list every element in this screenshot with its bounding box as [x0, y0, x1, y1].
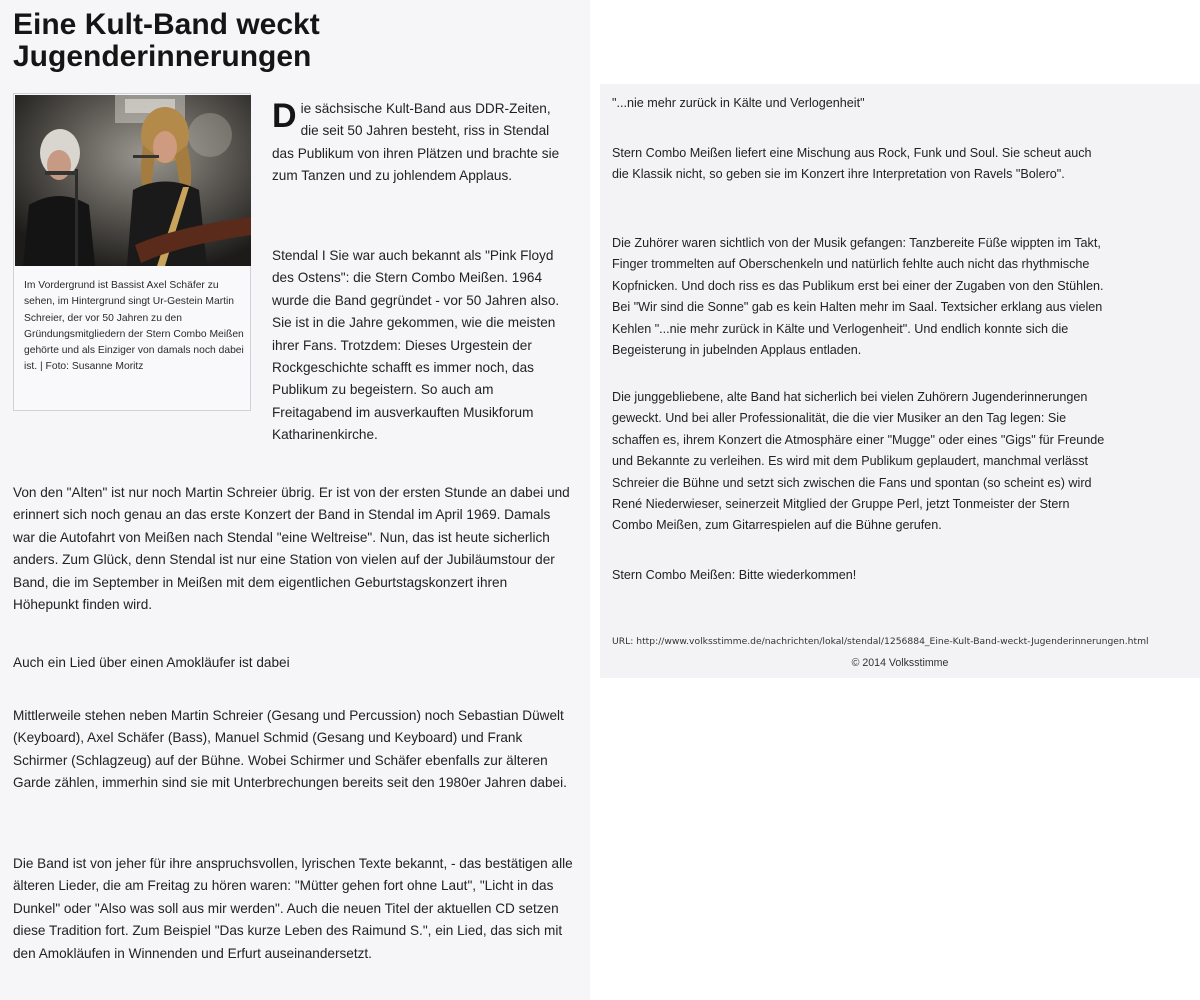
quote-heading: "...nie mehr zurück in Kälte und Verlogenheit": [612, 96, 865, 110]
photo-figure: [13, 93, 251, 411]
paragraph-lineup: Mittlerweile stehen neben Martin Schreier (Gesang und Percussion) noch Sebastian Düwelt (Keyboard), Axel Schäfer (Bass), Manuel Schmid (Gesang und Keyboard) und Frank Schirmer (Schlagzeug) auf der Bühne. Wobei Schirmer und Schäfer ebenfalls zur älteren Garde zählen, immerhin sind sie mit Unterbrechungen bereits seit den 1980er Jahren dabei.: [13, 708, 567, 791]
article-page-left: [0, 0, 590, 1000]
paragraph-memories: Die junggebliebene, alte Band hat sicherlich bei vielen Zuhörern Jugenderinnerungen geweckt. Und bei aller Professionalität, die die vier Musiker an den Tag legen: Sie schaffen es, ihrem Konzert die Atmosphäre einer "Mugge" oder eines "Gigs" für Freunde und Bekannte zu verleihen. Es wird mit dem Publikum geplaudert, manchmal verlässt Schreier die Bühne und setzt sich zwischen die Fans und spontan (so scheint es) wird René Niederwieser, seinerzeit Mitglied der Gruppe Perl, jetzt Tonmeister der Stern Combo Meißen, zum Gitarrespielen auf die Bühne gerufen.: [612, 390, 1105, 533]
subheading: Auch ein Lied über einen Amokläufer ist dabei: [13, 655, 290, 670]
paragraph-audience: Die Zuhörer waren sichtlich von der Musik gefangen: Tanzbereite Füße wippten im Takt, Finger trommelten auf Oberschenkeln und natürlich fehlte auch nicht das rhythmische Kopfnicken. Und doch riss es das Publikum erst bei einer der Zugaben von den Stühlen. Bei "Wir sind die Sonne" gab es kein Halten mehr im Saal. Textsicher erklang aus vielen Kehlen "...nie mehr zurück in Kälte und Verlogenheit". Und endlich konnte sich die Begeisterung in jubelnden Applaus entladen.: [612, 236, 1104, 358]
closing-line: Stern Combo Meißen: Bitte wiederkommen!: [612, 568, 857, 582]
source-url: URL: http://www.volksstimme.de/nachrichten/lokal/stendal/1256884_Eine-Kult-Band-weckt-Jugenderinnerungen.html: [612, 636, 1149, 647]
photo-caption: Im Vordergrund ist Bassist Axel Schäfer zu sehen, im Hintergrund singt Ur-Gestein Martin Schreier, der vor 50 Jahren zu den Gründungsmitgliedern der Stern Combo Meißen gehörte und als Einziger von damals noch dabei ist. | Foto: Susanne Moritz: [24, 280, 244, 373]
copyright-notice: © 2014 Volksstimme: [851, 657, 949, 669]
article-headline: Eine Kult-Band weckt Jugenderinnerungen: [13, 8, 320, 73]
lede-text: ie sächsische Kult-Band aus DDR-Zeiten, die seit 50 Jahren besteht, riss in Stendal das Publikum von ihren Plätzen und brachte sie zum Tanzen und zu johlendem Applaus.: [272, 101, 560, 184]
paragraph-lyrics: Die Band ist von jeher für ihre anspruchsvollen, lyrischen Texte bekannt, - das bestätigen alle älteren Lieder, die am Freitag zu hören waren: "Mütter gehen fort ohne Laut", "Licht in das Dunkel" oder "Also was soll aus mir werden". Auch die neuen Titel der aktuellen CD setzen diese Tradition fort. Zum Beispiel "Das kurze Leben des Raimund S.", ein Lied, das sich mit den Amokläufen in Winnenden und Erfurt auseinandersetzt.: [13, 856, 573, 961]
drop-cap: D: [272, 97, 297, 135]
band-photo-icon: [15, 95, 251, 266]
lede-paragraph: [272, 98, 572, 188]
paragraph-history: Von den "Alten" ist nur noch Martin Schreier übrig. Er ist von der ersten Stunde an dabei und erinnert sich noch genau an das erste Konzert der Band in Stendal im April 1969. Damals war die Autofahrt von Meißen nach Stendal "eine Weltreise". Nun, das ist heute sicherlich anders. Zum Glück, denn Stendal ist nur eine Station von vielen auf der Jubiläumstour der Band, die im September in Meißen mit dem eigentlichen Geburtstagskonzert ihren Höhepunkt finden wird.: [13, 485, 570, 613]
paragraph-music-style: Stern Combo Meißen liefert eine Mischung aus Rock, Funk und Soul. Sie scheut auch die Klassik nicht, so geben sie im Konzert ihre Interpretation von Ravels "Bolero".: [612, 146, 1092, 182]
paragraph-intro: Stendal I Sie war auch bekannt als "Pink Floyd des Ostens": die Stern Combo Meißen. 1964 wurde die Band gegründet - vor 50 Jahren also. Sie ist in die Jahre gekommen, wie die meisten ihrer Fans. Trotzdem: Dieses Urgestein der Rockgeschichte schafft es immer noch, das Publikum zu begeistern. So auch am Freitagabend im ausverkauften Musikforum Katharinenkirche.: [272, 248, 560, 443]
article-page-right: [600, 84, 1200, 678]
